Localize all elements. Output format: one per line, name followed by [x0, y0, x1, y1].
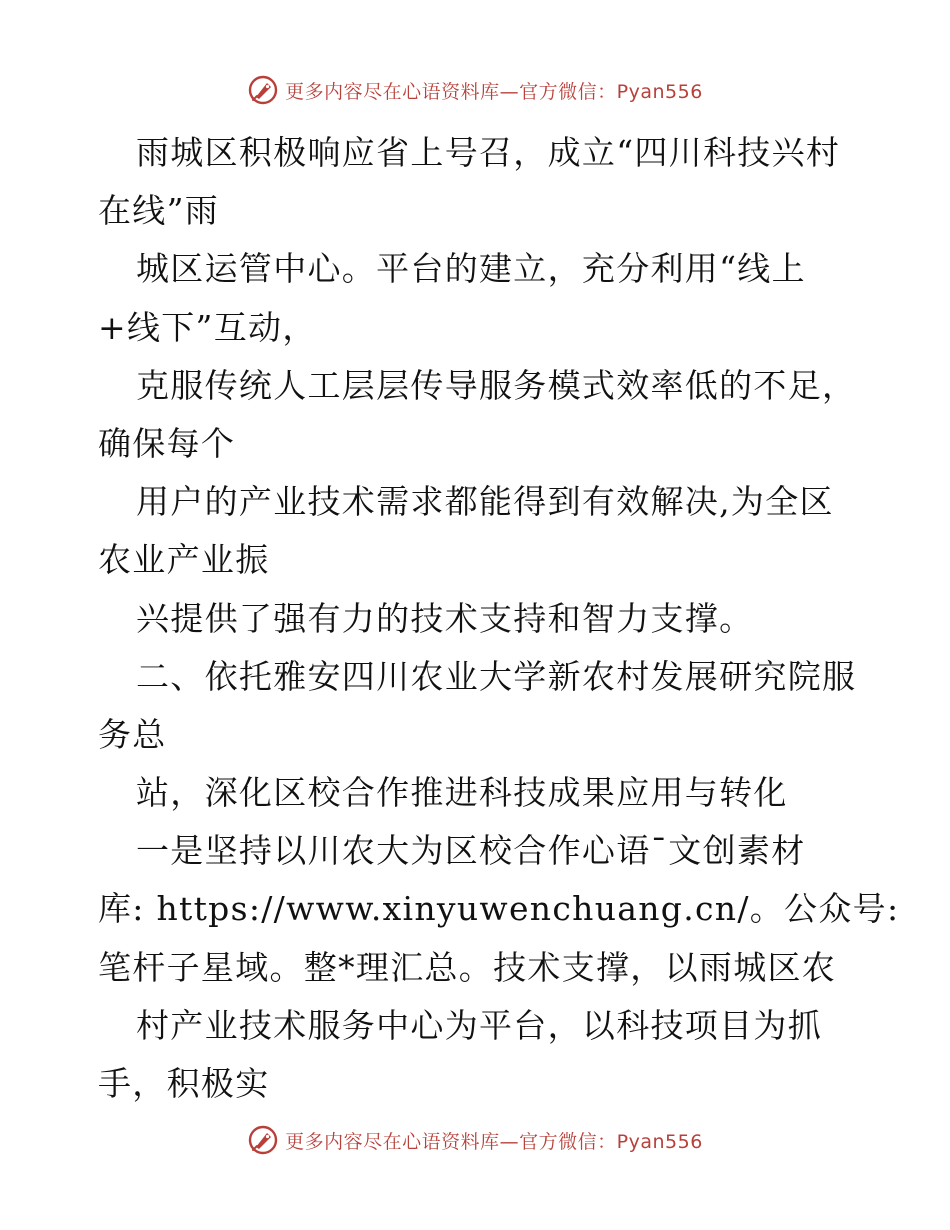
text-line: 兴提供了强有力的技术支持和智力支撑。 — [136, 598, 754, 638]
footer-banner — [0, 1120, 950, 1160]
text-line: +线下”互动， — [98, 307, 317, 347]
text-line: 农业产业振 — [98, 540, 270, 580]
text-line: 城区运管中心。平台的建立，充分利用“线上 — [136, 249, 806, 289]
text-line: 雨城区积极响应省上号召，成立“四川科技兴村 — [136, 133, 841, 172]
text-line: 一是坚持以川农大为区校合作心语¯文创素材 — [136, 831, 806, 871]
text-line: 村产业技术服务中心为平台，以科技项目为抓 — [136, 1005, 822, 1045]
header-banner — [0, 70, 950, 110]
text-line: 确保每个 — [98, 423, 236, 463]
text-line: 在线”雨 — [98, 191, 220, 231]
header-banner-text: 更多内容尽在心语资料库—官方微信：Pyan556 — [285, 80, 703, 103]
pen-nib-icon — [247, 1124, 279, 1156]
text-line: 二、依托雅安四川农业大学新农村发展研究院服 — [136, 656, 857, 696]
document-body — [98, 124, 900, 1113]
text-line: 务总 — [98, 714, 167, 754]
text-line: 笔杆子星域。整*理汇总。技术支撑，以雨城区农 — [98, 947, 837, 987]
text-line: 库: https://www.xinyuwenchuang.cn/。公众号: — [98, 889, 900, 929]
pen-nib-icon — [247, 74, 279, 106]
text-line: 克服传统人工层层传导服务模式效率低的不足， — [136, 365, 857, 405]
footer-banner-text: 更多内容尽在心语资料库—官方微信：Pyan556 — [285, 1130, 703, 1153]
text-line: 手，积极实 — [98, 1064, 270, 1103]
text-line: 站，深化区校合作推进科技成果应用与转化 — [136, 773, 788, 813]
text-line: 用户的产业技术需求都能得到有效解决,为全区 — [136, 482, 834, 522]
